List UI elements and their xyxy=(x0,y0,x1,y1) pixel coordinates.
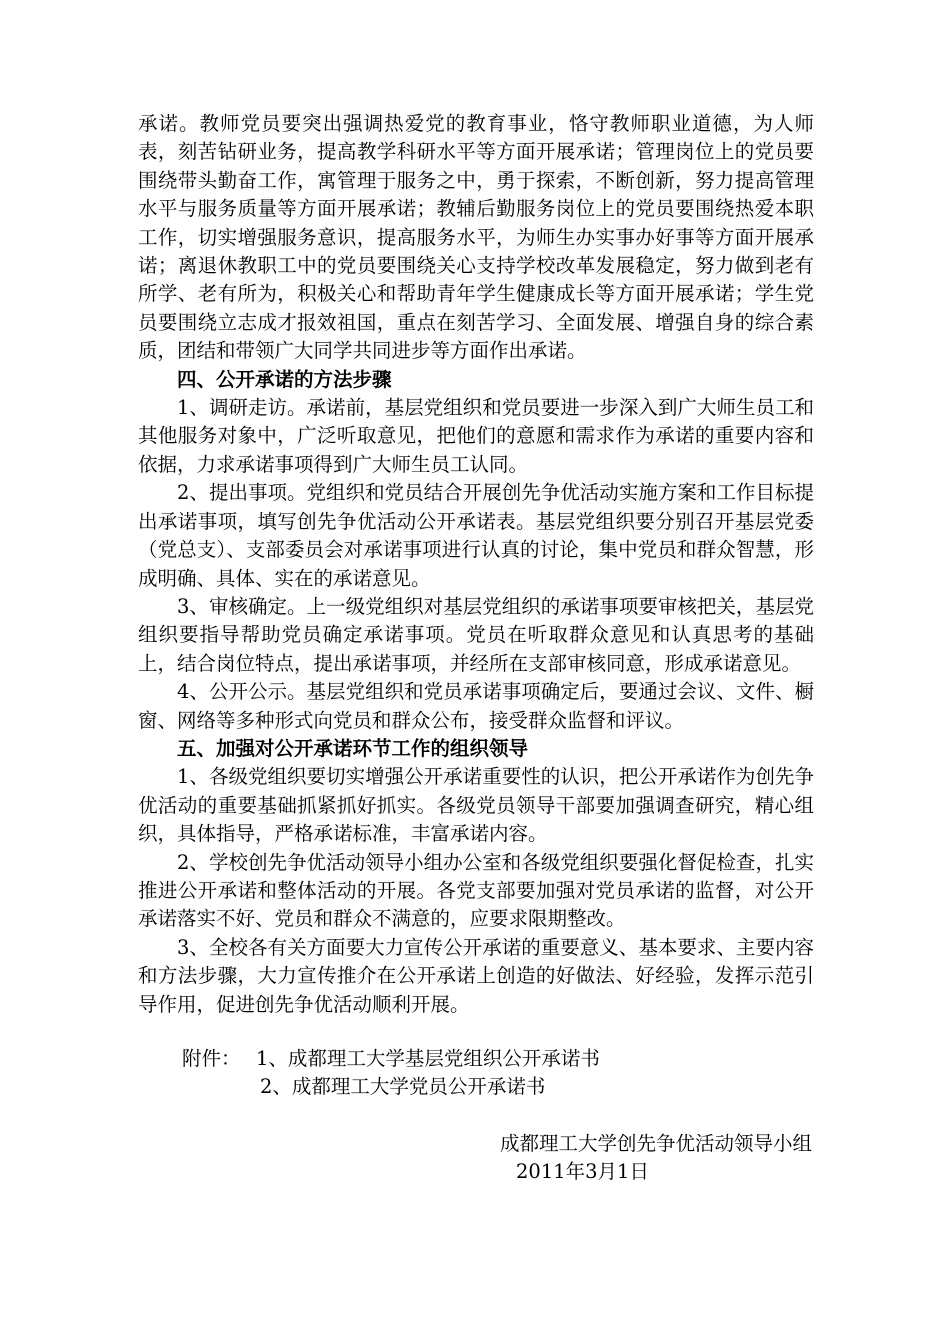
section4-item-3: 3、审核确定。上一级党组织对基层党组织的承诺事项要审核把关，基层党组织要指导帮助党员确定承诺事项。党员在听取群众意见和认真思考的基础上，结合岗位特点，提出承诺事项，并经所在支部审核同意，形成承诺意见。 xyxy=(138,594,814,675)
signature-organization: 成都理工大学创先争优活动领导小组 xyxy=(499,1131,812,1155)
attachment-item-2: 2、成都理工大学党员公开承诺书 xyxy=(260,1075,546,1099)
signature-date: 2011年3月1日 xyxy=(516,1160,649,1184)
signature-block xyxy=(138,1130,814,1187)
paragraph-commitments: 承诺。教师党员要突出强调热爱党的教育事业，恪守教师职业道德，为人师表，刻苦钻研业务，提高教学科研水平等方面开展承诺；管理岗位上的党员要围绕带头勤奋工作，寓管理于服务之中，勇于探索，不断创新，努力提高管理水平与服务质量等方面开展承诺；教辅后勤服务岗位上的党员要围绕热爱本职工作，切实增强服务意识，提高服务水平，为师生办实事办好事等方面开展承诺；离退休教职工中的党员要围绕关心支持学校改革发展稳定，努力做到老有所学、老有所为，积极关心和帮助青年学生健康成长等方面开展承诺；学生党员要围绕立志成才报效祖国，重点在刻苦学习、全面发展、增强自身的综合素质，团结和带领广大同学共同进步等方面作出承诺。 xyxy=(138,112,814,363)
spacer xyxy=(138,1019,814,1045)
section4-item-1: 1、调研走访。承诺前，基层党组织和党员要进一步深入到广大师生员工和其他服务对象中，广泛听取意见，把他们的意愿和需求作为承诺的重要内容和依据，力求承诺事项得到广大师生员工认同。 xyxy=(138,396,814,476)
attachments-block xyxy=(138,1045,814,1102)
attachments-label: 附件： xyxy=(182,1047,241,1070)
attachment-item-1: 1、成都理工大学基层党组织公开承诺书 xyxy=(256,1047,600,1070)
section5-item-3: 3、全校各有关方面要大力宣传公开承诺的重要意义、基本要求、主要内容和方法步骤，大力宣传推介在公开承诺上创造的好做法、好经验，发挥示范引导作用，促进创先争优活动顺利开展。 xyxy=(138,935,814,1016)
section4-item-4: 4、公开公示。基层党组织和党员承诺事项确定后，要通过会议、文件、橱窗、网络等多种形式向党员和群众公布，接受群众监督和评议。 xyxy=(138,680,814,732)
section5-heading: 五、加强对公开承诺环节工作的组织领导 xyxy=(177,736,529,760)
section4-item-2: 2、提出事项。党组织和党员结合开展创先争优活动实施方案和工作目标提出承诺事项，填写创先争优活动公开承诺表。基层党组织要分别召开基层党委（党总支）、支部委员会对承诺事项进行认真的讨论，集中党员和群众智慧，形成明确、具体、实在的承诺意见。 xyxy=(138,481,814,590)
section4-heading: 四、公开承诺的方法步骤 xyxy=(177,367,392,391)
document-page xyxy=(138,110,814,1187)
attachments-list xyxy=(256,1045,600,1102)
section5-item-2: 2、学校创先争优活动领导小组办公室和各级党组织要强化督促检查，扎实推进公开承诺和整体活动的开展。各党支部要加强对党员承诺的监督，对公开承诺落实不好、党员和群众不满意的，应要求限期整改。 xyxy=(138,850,814,931)
section5-item-1: 1、各级党组织要切实增强公开承诺重要性的认识，把公开承诺作为创先争优活动的重要基础抓紧抓好抓实。各级党员领导干部要加强调查研究，精心组织，具体指导，严格承诺标准，丰富承诺内容。 xyxy=(138,765,814,846)
